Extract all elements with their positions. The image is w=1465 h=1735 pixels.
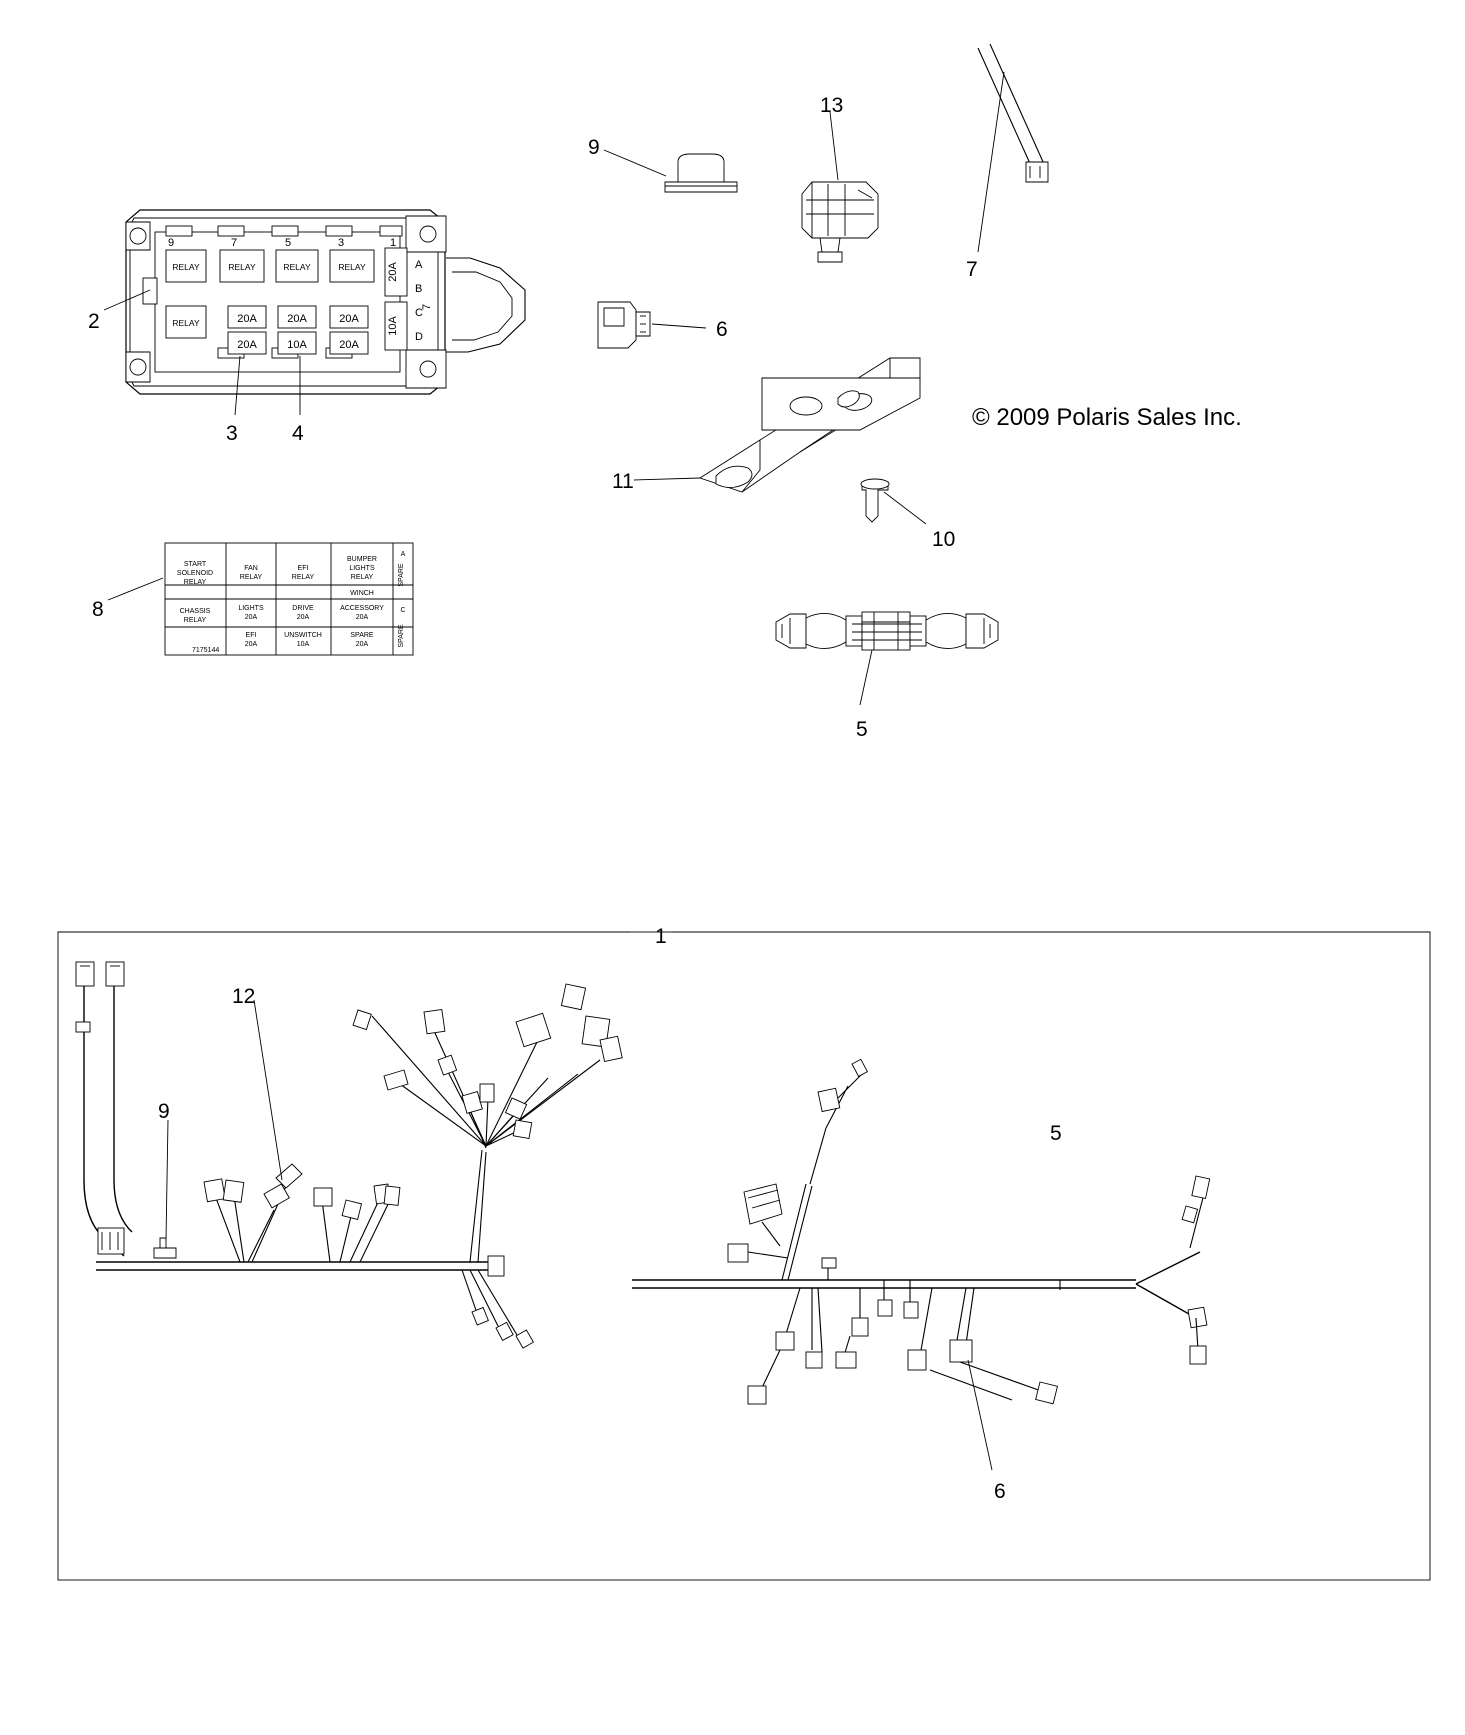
svg-text:SPARE: SPARE: [398, 624, 405, 648]
push-rivet-10: [861, 479, 889, 522]
callout-6-harness: 6: [994, 1480, 1006, 1503]
svg-text:10A: 10A: [387, 316, 399, 336]
svg-text:10A: 10A: [287, 339, 307, 351]
callout-2: 2: [88, 310, 100, 333]
svg-text:RELAY: RELAY: [183, 617, 207, 624]
callout-9-harness: 9: [158, 1100, 170, 1123]
svg-text:C: C: [400, 607, 406, 614]
svg-text:RELAY: RELAY: [183, 579, 207, 586]
svg-text:20A: 20A: [355, 641, 369, 648]
callout-10: 10: [932, 528, 956, 551]
callout-5-harness: 5: [1050, 1122, 1062, 1145]
svg-text:RELAY: RELAY: [291, 574, 315, 581]
svg-text:RELAY: RELAY: [172, 318, 200, 328]
cable-strap-7: [978, 44, 1048, 182]
svg-text:5: 5: [284, 237, 292, 249]
svg-text:20A: 20A: [244, 641, 258, 648]
svg-text:LIGHTS: LIGHTS: [238, 605, 264, 612]
svg-text:START: START: [183, 561, 207, 568]
callout-6: 6: [716, 318, 728, 341]
svg-text:20A: 20A: [237, 339, 257, 351]
svg-text:20A: 20A: [287, 313, 307, 325]
callout-7: 7: [966, 258, 978, 281]
inline-fuse-holder-5: [776, 612, 998, 650]
svg-text:1: 1: [389, 237, 397, 249]
svg-text:20A: 20A: [237, 313, 257, 325]
svg-text:RELAY: RELAY: [338, 262, 366, 272]
svg-text:SPARE: SPARE: [350, 632, 374, 639]
svg-text:9: 9: [167, 237, 175, 249]
svg-text:20A: 20A: [355, 614, 369, 621]
callout-5: 5: [856, 718, 868, 741]
svg-text:10A: 10A: [296, 641, 310, 648]
connector-13: [802, 182, 878, 262]
callout-8: 8: [92, 598, 104, 621]
mounting-bracket-11: [700, 358, 920, 492]
svg-text:20A: 20A: [339, 339, 359, 351]
left-harness: [76, 962, 622, 1348]
svg-text:CHASSIS: CHASSIS: [179, 608, 211, 615]
callout-11: 11: [612, 470, 634, 493]
svg-text:20A: 20A: [244, 614, 258, 621]
connector-6: [598, 302, 650, 348]
svg-text:20A: 20A: [387, 262, 399, 282]
svg-text:SOLENOID: SOLENOID: [176, 570, 214, 577]
callout-3: 3: [226, 422, 238, 445]
svg-text:RELAY: RELAY: [239, 574, 263, 581]
svg-text:20A: 20A: [296, 614, 310, 621]
svg-text:C: C: [415, 307, 423, 319]
svg-text:FAN: FAN: [244, 565, 258, 572]
svg-text:LIGHTS: LIGHTS: [349, 565, 375, 572]
svg-text:EFI: EFI: [245, 632, 257, 639]
fuse-box-assembly: [126, 210, 525, 394]
callout-1: 1: [655, 925, 667, 948]
svg-text:DRIVE: DRIVE: [292, 605, 314, 612]
callout-4: 4: [292, 422, 304, 445]
copyright-notice: © 2009 Polaris Sales Inc.: [972, 404, 1242, 431]
svg-text:3: 3: [337, 237, 345, 249]
svg-text:WINCH: WINCH: [350, 590, 374, 597]
svg-text:20A: 20A: [339, 313, 359, 325]
svg-text:BUMPER: BUMPER: [347, 556, 377, 563]
svg-text:RELAY: RELAY: [228, 262, 256, 272]
svg-text:RELAY: RELAY: [350, 574, 374, 581]
callout-12: 12: [232, 985, 256, 1008]
svg-text:UNSWITCH: UNSWITCH: [284, 632, 322, 639]
svg-text:A: A: [415, 259, 423, 271]
svg-text:SPARE: SPARE: [398, 563, 405, 587]
svg-text:A: A: [400, 551, 406, 558]
svg-text:RELAY: RELAY: [172, 262, 200, 272]
relay-legend-label: [165, 543, 413, 655]
right-harness: [632, 1059, 1210, 1470]
cable-clip-9: [665, 154, 737, 192]
svg-text:7: 7: [421, 303, 433, 310]
svg-text:EFI: EFI: [297, 565, 309, 572]
svg-text:B: B: [415, 283, 423, 295]
svg-text:D: D: [415, 331, 423, 343]
svg-text:7: 7: [230, 237, 238, 249]
svg-text:ACCESSORY: ACCESSORY: [340, 605, 384, 612]
callout-13: 13: [820, 94, 844, 117]
callout-9: 9: [588, 136, 600, 159]
svg-text:RELAY: RELAY: [283, 262, 311, 272]
svg-text:7175144: 7175144: [192, 647, 220, 654]
